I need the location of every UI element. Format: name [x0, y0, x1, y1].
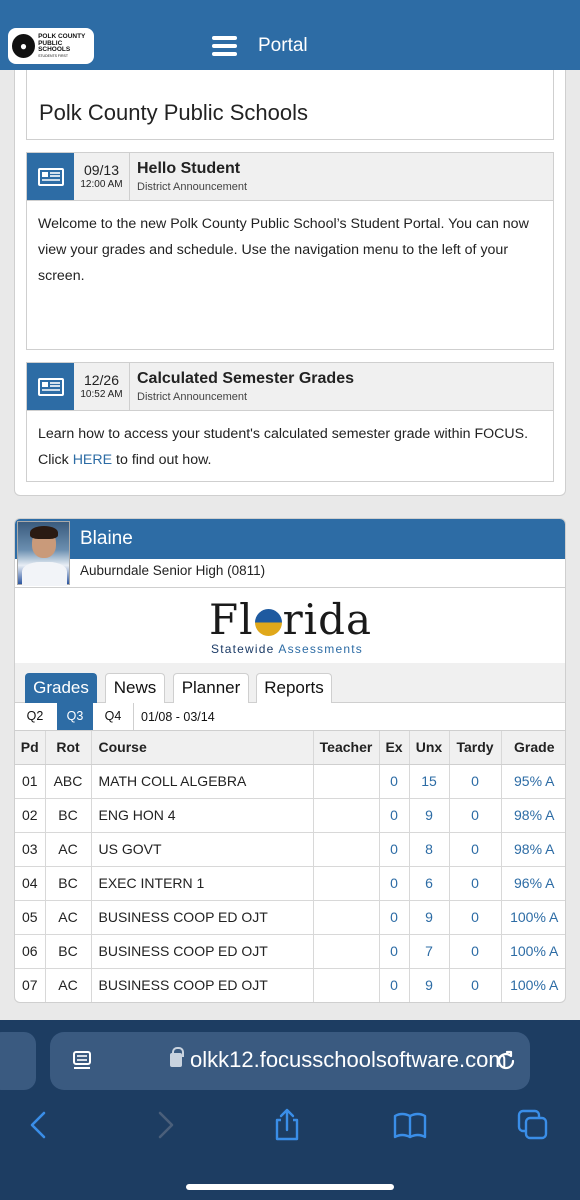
cell-ex[interactable]: 0 — [379, 968, 409, 1002]
quarter-q3[interactable]: Q3 — [57, 703, 93, 730]
cell-rot: ABC — [45, 764, 91, 798]
cell-course: MATH COLL ALGEBRA — [91, 764, 313, 798]
cell-ex[interactable]: 0 — [379, 798, 409, 832]
cell-tardy[interactable]: 0 — [449, 968, 501, 1002]
cell-rot: BC — [45, 798, 91, 832]
tab-bar — [15, 663, 566, 703]
student-photo[interactable] — [17, 521, 70, 585]
quarter-dates: 01/08 - 03/14 — [141, 710, 215, 724]
cell-teacher — [313, 968, 379, 1002]
cell-tardy[interactable]: 0 — [449, 798, 501, 832]
cell-teacher — [313, 934, 379, 968]
cell-rot: BC — [45, 934, 91, 968]
cell-pd: 04 — [15, 866, 45, 900]
tab-news[interactable]: News — [105, 673, 165, 703]
cell-pd: 02 — [15, 798, 45, 832]
student-card — [14, 518, 566, 1003]
logo-sub-end: Assessments — [278, 642, 363, 656]
announcement-subtitle: District Announcement — [137, 181, 248, 193]
table-row[interactable] — [15, 764, 566, 798]
cell-grade[interactable]: 98% A — [501, 832, 566, 866]
column-header-ex[interactable]: Ex — [379, 731, 409, 764]
quarter-q4[interactable]: Q4 — [104, 709, 122, 723]
cell-tardy[interactable]: 0 — [449, 900, 501, 934]
cell-pd: 07 — [15, 968, 45, 1002]
announcement-date-day: 09/13 — [83, 162, 120, 178]
cell-course: US GOVT — [91, 832, 313, 866]
announcement-date — [74, 153, 130, 200]
announcement-item — [26, 152, 554, 350]
table-row[interactable] — [15, 934, 566, 968]
cell-course: ENG HON 4 — [91, 798, 313, 832]
cell-teacher — [313, 764, 379, 798]
quarter-selector — [15, 703, 566, 731]
announcement-date-day: 12/26 — [83, 372, 120, 388]
cell-rot: AC — [45, 832, 91, 866]
cell-grade[interactable]: 100% A — [501, 968, 566, 1002]
table-row[interactable] — [15, 866, 566, 900]
cell-unx[interactable]: 8 — [409, 832, 449, 866]
announcement-header — [27, 153, 553, 201]
student-school: Auburndale Senior High (0811) — [80, 563, 266, 578]
cell-unx[interactable]: 6 — [409, 866, 449, 900]
reload-icon[interactable] — [494, 1049, 518, 1073]
previous-tab-preview[interactable] — [0, 1032, 36, 1090]
column-header-grade[interactable]: Grade — [501, 731, 566, 764]
cell-pd: 03 — [15, 832, 45, 866]
table-row[interactable] — [15, 798, 566, 832]
logo-line-2: PUBLIC SCHOOLS — [38, 39, 71, 53]
cell-ex[interactable]: 0 — [379, 764, 409, 798]
home-indicator[interactable] — [186, 1184, 394, 1190]
cell-rot: AC — [45, 900, 91, 934]
browser-nav-row — [0, 1108, 580, 1142]
table-row[interactable] — [15, 832, 566, 866]
student-header — [15, 519, 566, 559]
tab-planner[interactable]: Planner — [173, 673, 249, 703]
student-name: Blaine — [80, 528, 133, 549]
logo-word-end: rida — [282, 595, 373, 644]
cell-grade[interactable]: 96% A — [501, 866, 566, 900]
address-bar[interactable] — [50, 1032, 530, 1090]
here-link[interactable]: HERE — [72, 452, 113, 468]
page-title: Portal — [258, 35, 308, 56]
announcement-header — [27, 363, 553, 411]
cell-grade[interactable]: 100% A — [501, 900, 566, 934]
announcement-subtitle: District Announcement — [137, 391, 248, 403]
announcement-body: Welcome to the new Polk County Public School’s Student Portal. You can now view your grades and schedule. Use the navigation menu to the left of your screen. — [38, 216, 529, 284]
bookmarks-icon[interactable] — [393, 1108, 427, 1142]
cell-teacher — [313, 798, 379, 832]
newspaper-icon — [27, 363, 74, 410]
column-header-rot[interactable]: Rot — [45, 731, 91, 764]
cell-tardy[interactable]: 0 — [449, 934, 501, 968]
cell-pd: 01 — [15, 764, 45, 798]
newspaper-icon — [27, 153, 74, 200]
district-logo-mark: ● — [12, 34, 35, 58]
cell-teacher — [313, 832, 379, 866]
announcement-item — [26, 362, 554, 482]
tabs-icon[interactable] — [516, 1108, 550, 1142]
cell-tardy[interactable]: 0 — [449, 866, 501, 900]
cell-grade[interactable]: 98% A — [501, 798, 566, 832]
cell-unx[interactable]: 7 — [409, 934, 449, 968]
menu-icon[interactable] — [212, 36, 237, 56]
logo-word-start: Fl — [209, 595, 254, 644]
top-bar — [0, 0, 580, 70]
lock-icon — [170, 1053, 182, 1067]
column-header-tardy[interactable]: Tardy — [449, 731, 501, 764]
cell-pd: 06 — [15, 934, 45, 968]
table-row[interactable] — [15, 900, 566, 934]
cell-grade[interactable]: 95% A — [501, 764, 566, 798]
announcement-body-text-end: to find out how. — [112, 452, 212, 468]
back-icon[interactable] — [22, 1108, 56, 1142]
announcement-body — [27, 411, 553, 483]
cell-ex[interactable]: 0 — [379, 900, 409, 934]
cell-course: BUSINESS COOP ED OJT — [91, 900, 313, 934]
cell-ex[interactable]: 0 — [379, 934, 409, 968]
announcements-card — [14, 70, 566, 496]
column-header-teacher[interactable]: Teacher — [313, 731, 379, 764]
browser-toolbar — [0, 1020, 580, 1200]
cell-teacher — [313, 900, 379, 934]
florida-assessments-logo[interactable] — [209, 595, 379, 659]
cell-unx[interactable]: 9 — [409, 968, 449, 1002]
cell-course: BUSINESS COOP ED OJT — [91, 968, 313, 1002]
cell-unx[interactable]: 15 — [409, 764, 449, 798]
announcement-date-time: 12:00 AM — [80, 179, 123, 190]
cell-tardy[interactable]: 0 — [449, 764, 501, 798]
tab-grades[interactable]: Grades — [25, 673, 97, 703]
cell-teacher — [313, 866, 379, 900]
column-header-course[interactable]: Course — [91, 731, 313, 764]
logo-line-1: POLK COUNTY — [38, 33, 86, 40]
announcement-title: Calculated Semester Grades — [137, 370, 354, 387]
column-header-pd[interactable]: Pd — [15, 731, 45, 764]
school-header — [26, 70, 554, 140]
quarter-q2[interactable]: Q2 — [26, 709, 44, 723]
announcement-date — [74, 363, 130, 410]
forward-icon[interactable] — [148, 1108, 182, 1142]
cell-ex[interactable]: 0 — [379, 832, 409, 866]
announcement-date-time: 10:52 AM — [80, 389, 123, 400]
announcement-title: Hello Student — [137, 160, 241, 177]
grades-table — [15, 731, 566, 1003]
cell-course: BUSINESS COOP ED OJT — [91, 934, 313, 968]
district-logo[interactable] — [8, 28, 94, 64]
table-row[interactable] — [15, 968, 566, 1002]
share-icon[interactable] — [270, 1108, 304, 1142]
reader-mode-icon[interactable] — [72, 1051, 92, 1071]
logo-line-3: STUDENTS FIRST — [38, 53, 69, 58]
announcement-body-text: Learn how to access your student's calculated semester grade within FOCUS. Click — [38, 426, 529, 468]
column-header-unx[interactable]: Unx — [409, 731, 449, 764]
cell-course: EXEC INTERN 1 — [91, 866, 313, 900]
table-header-row — [15, 731, 566, 764]
logo-sub-start: Statewide — [211, 642, 279, 656]
school-title: Polk County Public Schools — [39, 100, 309, 125]
cell-pd: 05 — [15, 900, 45, 934]
url-text[interactable]: olkk12.focusschoolsoftware.com — [190, 1047, 507, 1072]
cell-unx[interactable]: 9 — [409, 900, 449, 934]
tab-reports[interactable]: Reports — [256, 673, 332, 703]
cell-grade[interactable]: 100% A — [501, 934, 566, 968]
cell-unx[interactable]: 9 — [409, 798, 449, 832]
cell-ex[interactable]: 0 — [379, 866, 409, 900]
cell-rot: AC — [45, 968, 91, 1002]
cell-tardy[interactable]: 0 — [449, 832, 501, 866]
cell-rot: BC — [45, 866, 91, 900]
sunrise-o-icon — [255, 609, 282, 636]
